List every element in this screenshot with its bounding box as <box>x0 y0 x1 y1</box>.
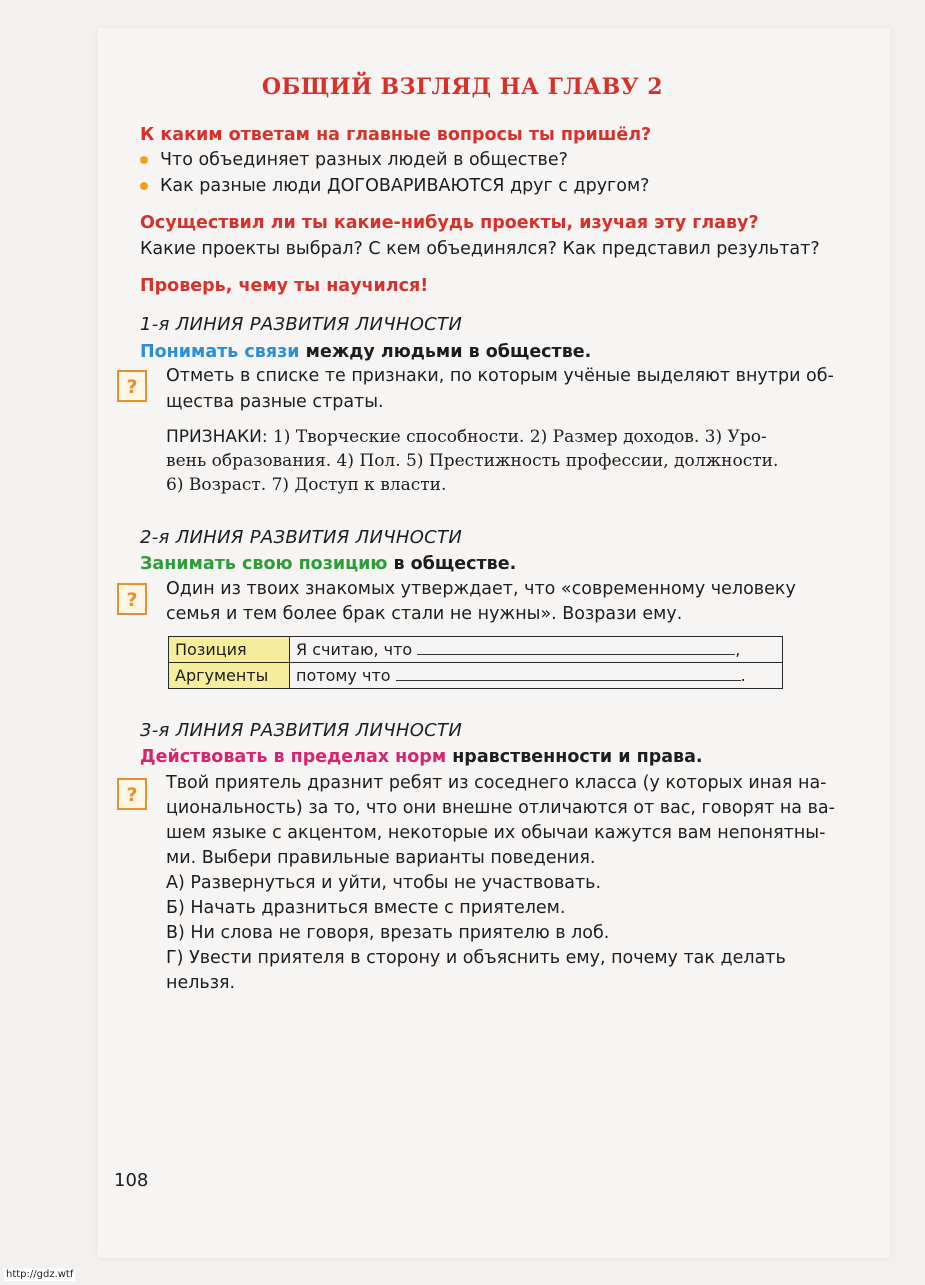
line2-title: 2-я ЛИНИЯ РАЗВИТИЯ ЛИЧНОСТИ <box>140 527 463 548</box>
bullet-item: Как разные люди ДОГОВАРИВАЮТСЯ друг с другом? <box>140 174 649 198</box>
option-a[interactable]: А) Развернуться и уйти, чтобы не участвовать. <box>166 873 602 893</box>
option-c[interactable]: В) Ни слова не говоря, врезать приятелю в лоб. <box>166 923 610 943</box>
line2-subtitle: Занимать свою позицию в обществе. <box>140 554 517 574</box>
arguments-label: Аргументы <box>169 663 290 689</box>
line1-signs-line: вень образования. 4) Пол. 5) Престижность профессии, должности. <box>166 451 779 471</box>
line1-signs-line: ПРИЗНАКИ: 1) Творческие способности. 2) Размер доходов. 3) Уро- <box>166 427 767 447</box>
table-row <box>169 663 783 689</box>
line2-task-line: Один из твоих знакомых утверждает, что «современному человеку <box>166 579 796 599</box>
position-label: Позиция <box>169 637 290 663</box>
line1-signs-line: 6) Возраст. 7) Доступ к власти. <box>166 475 447 495</box>
arguments-answer-field[interactable]: потому что . <box>290 663 783 689</box>
line3-task-line: ми. Выбери правильные варианты поведения. <box>166 848 596 868</box>
line3-title: 3-я ЛИНИЯ РАЗВИТИЯ ЛИЧНОСТИ <box>140 720 463 741</box>
bullet-item: Что объединяет разных людей в обществе? <box>140 148 568 172</box>
bullet-icon <box>140 182 148 190</box>
table-row <box>169 637 783 663</box>
option-b[interactable]: Б) Начать дразниться вместе с приятелем. <box>166 898 566 918</box>
line3-subtitle: Действовать в пределах норм нравственности и права. <box>140 747 703 767</box>
projects-text: Какие проекты выбрал? С кем объединялся? Как представил результат? <box>140 239 820 259</box>
source-watermark: http://gdz.wtf <box>6 1269 74 1280</box>
answer-underline <box>417 640 735 655</box>
position-table <box>168 636 783 689</box>
line3-task-line: циональность) за то, что они внешне отличаются от вас, говорят на ва- <box>166 798 835 818</box>
option-d-continued: нельзя. <box>166 973 236 993</box>
check-heading: Проверь, чему ты научился! <box>140 276 429 296</box>
line1-title: 1-я ЛИНИЯ РАЗВИТИЯ ЛИЧНОСТИ <box>140 314 463 335</box>
question-icon: ? <box>117 778 147 810</box>
line3-task-line: Твой приятель дразнит ребят из соседнего класса (у которых иная на- <box>166 773 827 793</box>
page-number: 108 <box>114 1170 149 1191</box>
line1-task-line: Отметь в списке те признаки, по которым учёные выделяют внутри об- <box>166 366 834 386</box>
option-d[interactable]: Г) Увести приятеля в сторону и объяснить ему, почему так делать <box>166 948 786 968</box>
position-answer-field[interactable]: Я считаю, что , <box>290 637 783 663</box>
bullet-icon <box>140 156 148 164</box>
line3-task-line: шем языке с акцентом, некоторые их обычаи кажутся вам непонятны- <box>166 823 826 843</box>
projects-heading: Осуществил ли ты какие-нибудь проекты, изучая эту главу? <box>140 213 759 233</box>
answer-underline <box>396 666 741 681</box>
question-icon: ? <box>117 583 147 615</box>
line1-task-line: щества разные страты. <box>166 392 384 412</box>
line1-subtitle: Понимать связи между людьми в обществе. <box>140 342 592 362</box>
page-title: ОБЩИЙ ВЗГЛЯД НА ГЛАВУ 2 <box>261 74 664 100</box>
main-questions-heading: К каким ответам на главные вопросы ты пришёл? <box>140 125 652 145</box>
line2-task-line: семья и тем более брак стали не нужны». Возрази ему. <box>166 604 683 624</box>
question-icon: ? <box>117 370 147 402</box>
